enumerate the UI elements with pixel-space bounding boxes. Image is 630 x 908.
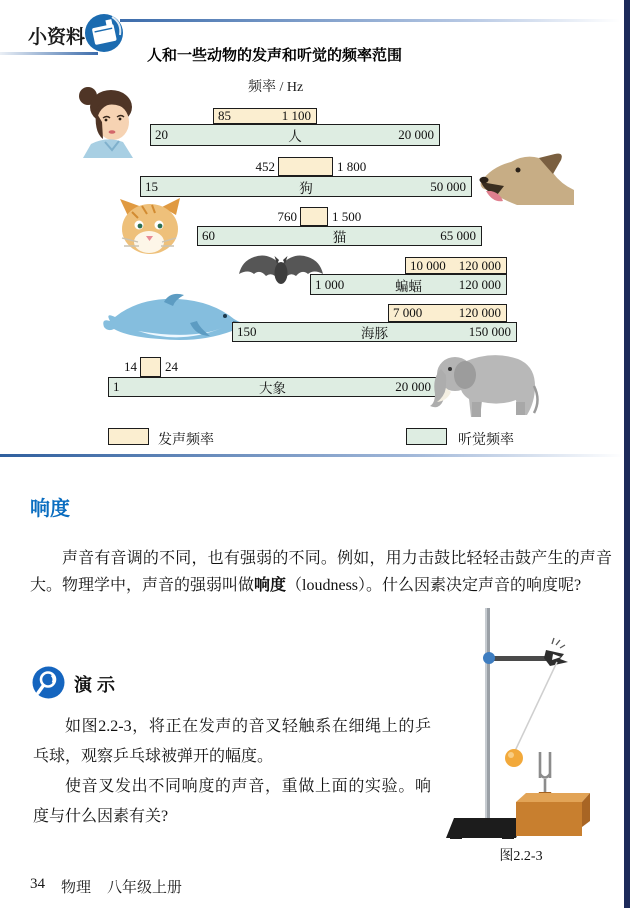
- animal-name: 狗: [299, 180, 313, 196]
- voice-min-label: 10 000: [410, 257, 446, 273]
- voice-bar-elephant: [124, 357, 178, 377]
- hearing-min-label: 1 000: [315, 276, 345, 292]
- demo-text-block: [33, 712, 431, 832]
- hearing-bar-elephant: [108, 377, 437, 397]
- voice-min-label: 760: [277, 208, 297, 224]
- voice-bar-dog: [255, 157, 367, 176]
- hearing-min-label: 20: [155, 127, 168, 142]
- hearing-bar-dog: [140, 176, 472, 197]
- cat-illustration: [118, 198, 186, 255]
- hearing-max-label: 20 000: [398, 127, 434, 142]
- footer-subject: 物理: [61, 880, 92, 896]
- voice-max-label: 24: [165, 359, 178, 374]
- legend-voice-label: 发声频率: [158, 433, 214, 448]
- decorative-line-bottom: [0, 52, 98, 55]
- page-footer: [30, 876, 182, 897]
- hearing-max-label: 20 000: [395, 379, 431, 394]
- loudness-paragraph: [30, 545, 612, 599]
- hearing-bar-human: [150, 124, 440, 146]
- voice-max-label: 1 500: [332, 208, 362, 224]
- animal-name: 大象: [259, 381, 286, 396]
- voice-min-label: 7 000: [393, 305, 423, 320]
- loudness-text-after: （loudness）。什么因素决定声音的响度呢?: [286, 577, 582, 594]
- animal-name: 海豚: [361, 326, 388, 341]
- section-heading-loudness: 响度: [30, 498, 70, 520]
- voice-bar-cat: [277, 207, 362, 226]
- voice-max-label: 1 100: [281, 108, 311, 123]
- human-illustration: [75, 84, 143, 158]
- hearing-max-label: 50 000: [430, 178, 466, 194]
- loudness-text-before: 声音有音调的不同，也有强弱的不同。例如，用力击鼓比轻轻击鼓产生的声音大。物理学中，声音的强弱叫做: [30, 550, 612, 594]
- page-edge-strip: [624, 0, 630, 908]
- voice-max-label: 120 000: [458, 305, 501, 320]
- voice-min-label: 452: [255, 158, 275, 174]
- experiment-apparatus-illustration: [436, 604, 606, 842]
- hearing-bar-dolphin: [232, 322, 517, 342]
- footer-volume: 八年级上册: [107, 880, 183, 896]
- voice-bar-bat: [405, 257, 507, 274]
- magnifier-icon: [32, 666, 65, 699]
- voice-min-label: 85: [218, 108, 231, 123]
- voice-max-label: 1 800: [337, 158, 367, 174]
- hearing-max-label: 150 000: [468, 324, 511, 339]
- hearing-min-label: 15: [145, 178, 158, 194]
- voice-bar-dolphin: [388, 304, 507, 322]
- animal-name: 猫: [332, 230, 347, 245]
- figure-caption: 图2.2-3: [499, 849, 543, 864]
- hearing-min-label: 60: [202, 228, 215, 243]
- demo-section-label: 演 示: [74, 675, 116, 695]
- booklet-icon: [84, 13, 124, 53]
- demo-paragraph-2: 使音叉发出不同响度的声音，重做上面的实验。响度与什么因素有关?: [33, 778, 431, 825]
- legend-voice-swatch: [108, 428, 149, 445]
- hearing-bar-cat: [197, 226, 482, 246]
- loudness-term-bold: 响度: [254, 577, 287, 594]
- hearing-min-label: 1: [113, 379, 120, 394]
- sidebar-tab-label: 小资料: [28, 27, 86, 48]
- voice-bar-human: [213, 108, 317, 124]
- hearing-min-label: 150: [237, 324, 257, 339]
- voice-min-label: 14: [124, 359, 137, 374]
- elephant-illustration: [430, 344, 542, 422]
- hearing-bar-bat: [310, 274, 507, 295]
- chart-title: 人和一些动物的发声和听觉的频率范围: [147, 47, 403, 64]
- animal-name: 人: [288, 129, 302, 144]
- legend-hearing-label: 听觉频率: [458, 433, 514, 448]
- hearing-max-label: 65 000: [440, 228, 476, 243]
- decorative-line-top: [120, 19, 620, 22]
- section-divider-line: [0, 454, 624, 457]
- hearing-max-label: 120 000: [458, 276, 501, 292]
- dog-illustration: [477, 150, 577, 205]
- voice-max-label: 120 000: [458, 257, 501, 273]
- dolphin-illustration: [100, 293, 250, 345]
- page-number: 34: [30, 876, 45, 892]
- legend-hearing-swatch: [406, 428, 447, 445]
- demo-paragraph-1: 如图2.2-3，将正在发声的音叉轻触系在细绳上的乒乓球，观察乒乓球被弹开的幅度。: [33, 718, 431, 765]
- animal-name: 蝙蝠: [395, 278, 422, 294]
- chart-axis-label: 频率 / Hz: [248, 80, 304, 95]
